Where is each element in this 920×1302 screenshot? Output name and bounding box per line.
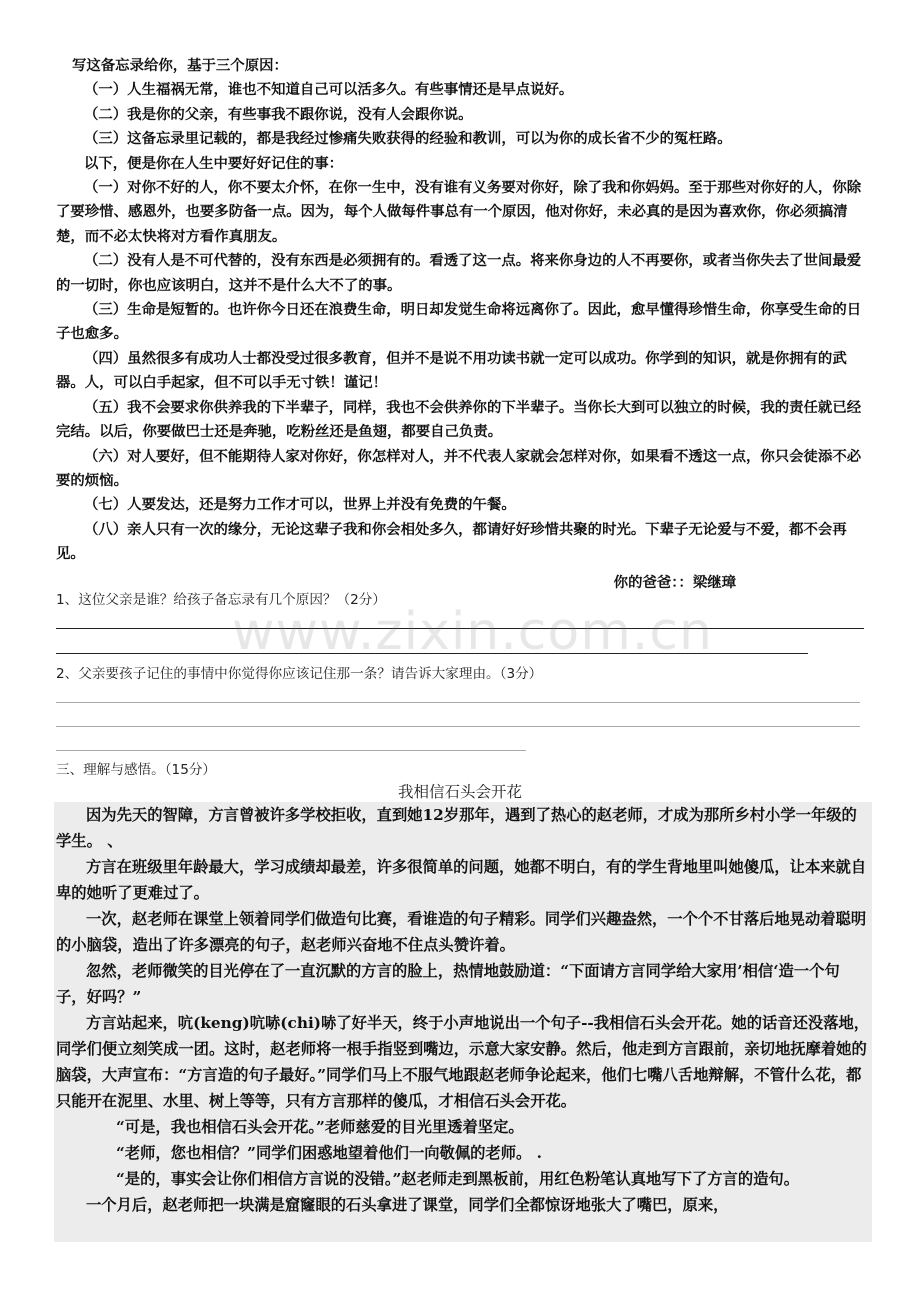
memo-item-7: （七）人要发达，还是努力工作才可以，世界上并没有免费的午餐。 [84, 496, 516, 514]
memo-item-3: （三）生命是短暂的。也许你今日还在浪费生命，明日却发觉生命将远离你了。因此，愈早懂得珍惜生命，你享受生命的日子也愈多。 [56, 301, 862, 343]
story-paragraph: 因为先天的智障，方言曾被许多学校拒收，直到她12岁那年，遇到了热心的赵老师，才成为那所乡村小学一年级的学生。 、 [56, 806, 857, 850]
memo-reason-1: （一）人生福祸无常，谁也不知道自己可以活多久。有些事情还是早点说好。 [84, 81, 574, 99]
story-title: 我相信石头会开花 [397, 783, 522, 801]
memo-reason-3: （三）这备忘录里记载的，都是我经过惨痛失败获得的经验和教训，可以为你的成长省不少的冤枉路。 [84, 130, 732, 148]
story-paragraph: “是的，事实会让你们相信方言说的没错。”赵老师走到黑板前，用红色粉笔认真地写下了方言的造句。 [116, 1170, 800, 1188]
story-paragraph: 一个月后，赵老师把一块满是窟窿眼的石头拿进了课堂，同学们全都惊讶地张大了嘴巴，原来， [86, 1196, 729, 1214]
memo-passage [56, 54, 866, 595]
memo-lead: 以下，便是你在人生中要好好记住的事： [84, 154, 344, 172]
story-passage [54, 802, 872, 1242]
answer-line[interactable] [56, 750, 526, 751]
memo-reason-2: （二）我是你的父亲，有些事我不跟你说，没有人会跟你说。 [84, 105, 473, 123]
answer-line[interactable] [56, 702, 860, 703]
story-paragraph: “老师，您也相信？”同学们困惑地望着他们一向敬佩的老师。 . [116, 1144, 542, 1162]
story-paragraph: “可是，我也相信石头会开花。”老师慈爱的目光里透着坚定。 [116, 1118, 524, 1136]
story-paragraph: 一次，赵老师在课堂上领着同学们做造句比赛，看谁造的句子精彩。同学们兴趣盎然，一个个不甘落后地晃动着聪明的小脑袋，造出了许多漂亮的句子，赵老师兴奋地不住点头赞许着。 [56, 910, 867, 954]
memo-item-6: （六）对人要好，但不能期待人家对你好，你怎样对人，并不代表人家就会怎样对你，如果看不透这一点，你只会徒添不必要的烦恼。 [56, 447, 862, 489]
section-3-heading: 三、理解与感悟。（15分） [56, 762, 217, 778]
memo-signature: 你的爸爸：：梁继璋 [613, 573, 736, 591]
memo-item-5: （五）我不会要求你供养我的下半辈子，同样，我也不会供养你的下半辈子。当你长大到可以独立的时候，我的责任就已经完结。以后，你要做巴士还是奔驰，吃粉丝还是鱼翅，都要自己负责。 [56, 398, 862, 441]
question-2: 2、父亲要孩子记住的事情中你觉得你应该记住那一条？请告诉大家理由。（3分） [56, 666, 543, 682]
story-paragraph: 忽然，老师微笑的目光停在了一直沉默的方言的脸上，热情地鼓励道：“下面请方言同学给大家用’相信‘造一个句子，好吗？” [56, 962, 840, 1006]
memo-item-1: （一）对你不好的人，你不要太介怀，在你一生中，没有谁有义务要对你好，除了我和你妈妈。至于那些对你好的人，你除了要珍惜、感恩外，也要多防备一点。因为，每个人做每件事总有一个原因，他对你好，未必真的是因为喜欢你，你必须搞清楚，而不必太快将对方看作真朋友。 [56, 179, 862, 245]
memo-item-4: （四）虽然很多有成功人士都没受过很多教育，但并不是说不用功读书就一定可以成功。你学到的知识，就是你拥有的武器。人，可以白手起家，但不可以手无寸铁！谨记！ [56, 349, 847, 392]
memo-item-8: （八）亲人只有一次的缘分，无论这辈子我和你会相处多久，都请好好珍惜共聚的时光。下辈子无论爱与不爱，都不会再见。 [56, 520, 847, 563]
watermark: www.zixin.com.cn [232, 602, 713, 662]
memo-intro: 写这备忘录给你，基于三个原因： [72, 57, 288, 74]
memo-item-2: （二）没有人是不可代替的，没有东西是必须拥有的。看透了这一点。将来你身边的人不再要你，或者当你失去了世间最爱的一切时，你也应该明白，这并不是什么大不了的事。 [56, 252, 862, 294]
answer-line[interactable] [56, 726, 860, 727]
question-1: 1、这位父亲是谁？给孩子备忘录有几个原因？（2分） [56, 592, 386, 608]
story-paragraph: 方言在班级里年龄最大，学习成绩却最差，许多很简单的问题，她都不明白，有的学生背地里叫她傻瓜，让本来就自卑的她听了更难过了。 [56, 858, 867, 902]
story-paragraph: 方言站起来，吭(keng)吭哧(chi)哧了好半天，终于小声地说出一个句子--我相信石头会开花。她的话音还没落地，同学们便立刻笑成一团。这时，赵老师将一根手指竖到嘴边，示意大家安静。然后，他走到方言跟前，亲切地抚摩着她的脑袋，大声宣布：“方言造的句子最好。”同学们马上不服气地跟赵老师争论起来，他们七嘴八舌地辩解，不管什么花，都只能开在泥里、水里、树上等等，只有方言那样的傻瓜，才相信石头会开花。 [56, 1014, 870, 1110]
